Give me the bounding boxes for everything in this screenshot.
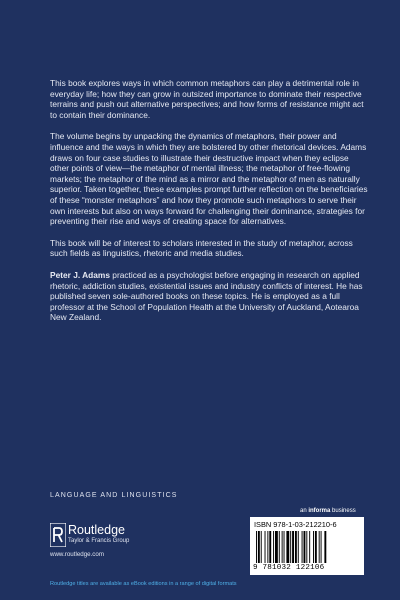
routledge-r-icon (50, 523, 66, 547)
back-cover-text (50, 78, 368, 334)
barcode-bars (254, 531, 360, 565)
publisher-url: www.routledge.com (50, 551, 104, 558)
informa-business-tag (300, 508, 356, 514)
isbn-label: ISBN 978-1-03-212210-6 (254, 520, 337, 529)
informa-suffix: business (330, 508, 356, 514)
author-bio (50, 270, 368, 323)
author-bio-text: practiced as a psychologist before engaging in research on applied rhetoric, addiction studies, existential issues and industry conflicts of interest. He has published seven sole-authored books on these topics. He is employed as a full professor at the School of Population Health at the University of Auckland, Aotearoa New Zealand. (50, 269, 363, 323)
barcode-digits: 9 781032 122106 (253, 564, 325, 572)
informa-brand: informa (308, 508, 331, 514)
publisher-name: Routledge (68, 523, 125, 537)
blurb-paragraph-3: This book will be of interest to scholars interested in the study of metaphor, across such fields as linguistics, rhetoric and media studies. (50, 237, 353, 259)
isbn-barcode (250, 517, 364, 575)
informa-prefix: an (300, 508, 309, 514)
publisher-logo (50, 522, 210, 562)
blurb-paragraph-1: This book explores ways in which common metaphors can play a detrimental role in everyday life; how they can grow in outsized importance to dominate their respective terrains and push out alternative perspectives; and how forms of resistance might act to contain their dominance. (50, 78, 364, 120)
subject-category: LANGUAGE AND LINGUISTICS (50, 492, 178, 499)
author-name: Peter J. Adams (50, 269, 110, 280)
ebook-availability-note: Routledge titles are available as eBook editions in a range of digital formats (50, 581, 237, 587)
publisher-group: Taylor & Francis Group (68, 538, 130, 544)
blurb-paragraph-2: The volume begins by unpacking the dynamics of metaphors, their power and influence and the ways in which they are bolstered by other rhetorical devices. Adams draws on four case studies to illustrate their destructive impact when they eclipse other points of view—the metaphor of mental illness; the metaphor of free-flowing markets; the metaphor of the mind as a mirror and the metaphor of men as naturally superior. Taken together, these examples prompt further reflection on the beneficiaries of these “monster metaphors” and how they promote such metaphors to serve their own interests but also on ways forward for challenging their dominance, strategies for preventing their rise and ways of creating space for alternatives. (50, 131, 368, 227)
